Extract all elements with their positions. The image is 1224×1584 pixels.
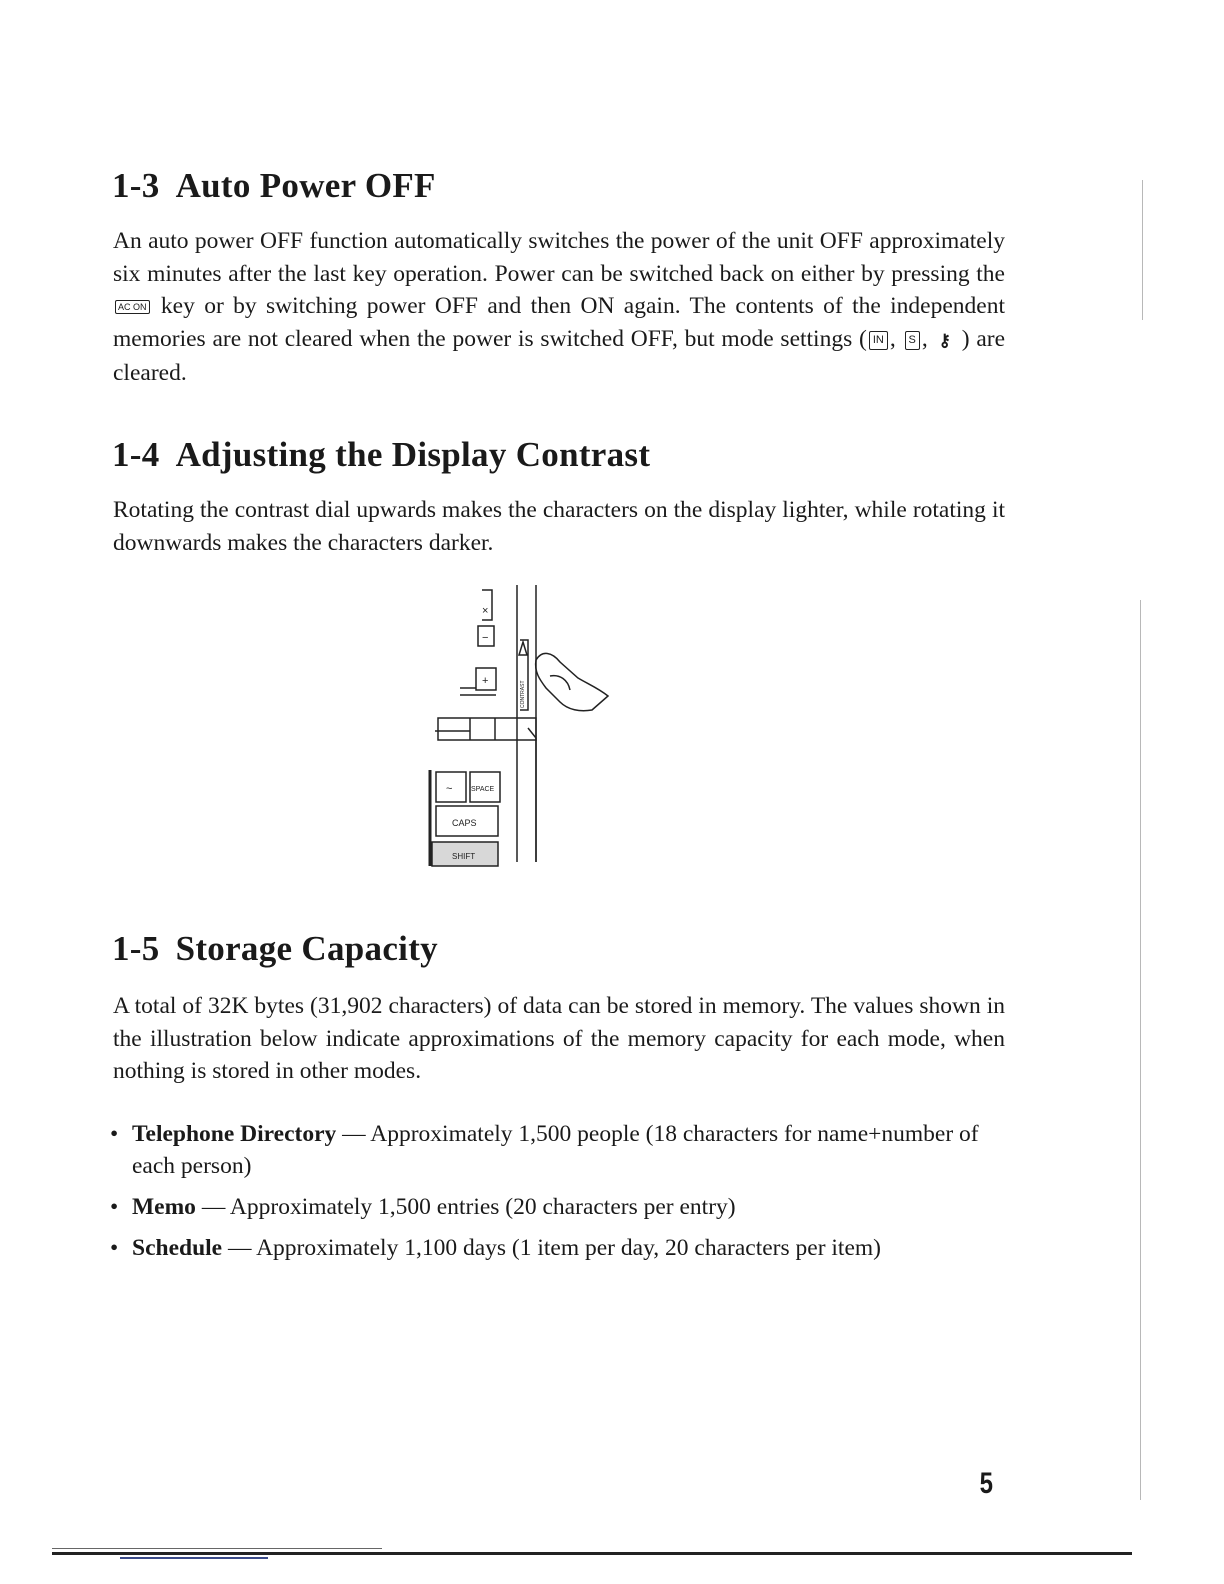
capacity-list xyxy=(108,1118,1008,1273)
svg-text:CAPS: CAPS xyxy=(452,818,477,828)
contrast-dial-illustration xyxy=(420,580,620,870)
page-number: 5 xyxy=(979,1467,994,1500)
svg-text:SPACE: SPACE xyxy=(471,786,495,793)
s-mode-key-icon: S xyxy=(905,331,920,350)
auto-power-off-paragraph: An auto power OFF function automatically switches the power of the unit OFF approximately six minutes after the last key operation. Power can be switched back on either by pressing the AC ON key or by switching power OFF and then ON again. The contents of the independent memories are not cleared when the power is switched OFF, but mode settings ( IN , S , ⚷ ) are cleared. xyxy=(113,228,1006,386)
footer-rule xyxy=(52,1552,1132,1555)
svg-text:×: × xyxy=(482,605,489,617)
list-item: • Telephone Directory — Approximately 1,500 people (18 characters for name+number of each person) xyxy=(108,1118,1008,1182)
scan-edge-mark xyxy=(1142,180,1143,320)
section-heading-display-contrast: 1-4 Adjusting the Display Contrast xyxy=(112,435,651,474)
svg-text:CONTRAST: CONTRAST xyxy=(520,680,526,708)
footer-rule-thin xyxy=(52,1548,382,1549)
svg-text:~: ~ xyxy=(446,783,453,795)
storage-capacity-paragraph: A total of 32K bytes (31,902 characters) of data can be stored in memory. The values shown in the illustration below indicate approximations of the memory capacity for each mode, when nothing is stored in other modes. xyxy=(113,993,1005,1084)
section-heading-auto-power-off: 1-3 Auto Power OFF xyxy=(112,166,436,205)
footer-rule-accent xyxy=(120,1557,268,1559)
in-mode-key-icon: IN xyxy=(869,331,888,350)
list-item: • Memo — Approximately 1,500 entries (20 characters per entry) xyxy=(108,1191,1008,1223)
svg-text:−: − xyxy=(482,632,489,644)
scan-edge-mark xyxy=(1140,600,1141,1500)
key-lock-icon: ⚷ xyxy=(938,330,951,350)
svg-text:SHIFT: SHIFT xyxy=(452,852,476,861)
section-heading-storage-capacity: 1-5 Storage Capacity xyxy=(112,929,438,968)
display-contrast-paragraph: Rotating the contrast dial upwards makes the characters on the display lighter, while rotating it downwards makes the characters darker. xyxy=(113,497,1005,556)
ac-on-key-icon: AC ON xyxy=(115,300,150,314)
svg-text:+: + xyxy=(482,675,489,687)
list-item: • Schedule — Approximately 1,100 days (1 item per day, 20 characters per item) xyxy=(108,1232,1008,1264)
